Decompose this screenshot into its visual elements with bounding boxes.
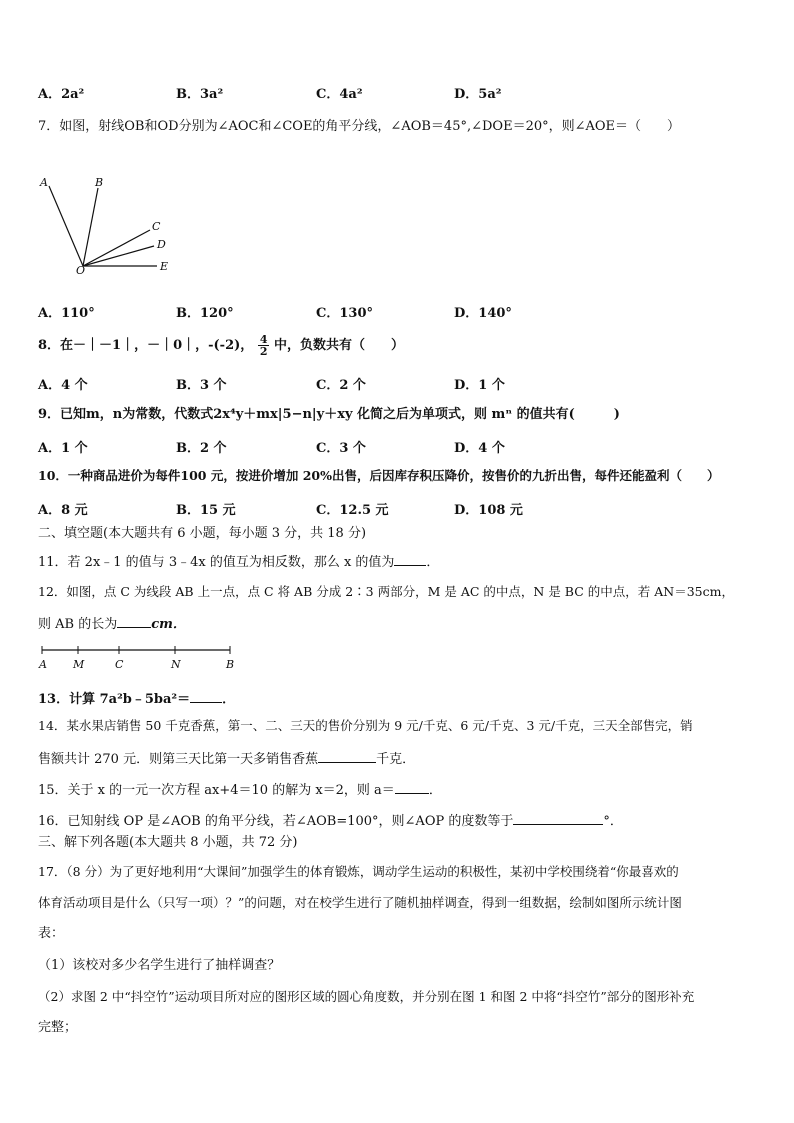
q17-stem-line1: 17．（8 分）为了更好地利用“大课间”加强学生的体育锻炼，调动学生运动的积极性，某初中学校围绕着“你最喜欢的 [38, 864, 679, 879]
q12-stem-line2 [38, 613, 186, 634]
label-d: D [157, 238, 166, 251]
q6-option-b: B．3a² [176, 87, 224, 102]
q11-stem [38, 551, 439, 572]
q7-angle-figure [36, 170, 186, 280]
q14-text: 售额共计 270 元．则第三天比第一天多销售香蕉 [38, 752, 319, 767]
q8-fraction [258, 334, 270, 357]
q6-option-a: A．2a² [38, 87, 85, 102]
q8-prefix: 8．在－｜－1｜，－｜0｜，-(-2)， [38, 338, 254, 353]
section-fill-in-heading: 二、填空题(本大题共有 6 小题，每小题 3 分，共 18 分) [38, 526, 367, 541]
q12-text: 则 AB 的长为 [38, 617, 118, 632]
q6-options [38, 83, 638, 101]
q9-option-b: B．2 个 [176, 441, 227, 456]
q14-stem-line1: 14．某水果店销售 50 千克香蕉，第一、二、三天的售价分别为 9 元/千克、6 元/千克、3 元/千克，三天全部售完，销 [38, 718, 693, 733]
q15-end: ． [428, 783, 442, 798]
q8-stem [38, 333, 404, 359]
q9-option-a: A．1 个 [38, 441, 88, 456]
q16-answer-blank[interactable] [513, 810, 603, 825]
q9-stem: 9．已知m，n为常数，代数式2x⁴y＋mx|5−n|y＋xy 化简之后为单项式，则 mⁿ 的值共有( ) [38, 407, 620, 422]
q13-stem [38, 688, 235, 709]
q13-text: 13．计算 7a²b﹣5ba²＝ [38, 692, 191, 707]
q7-option-a: A．110° [38, 306, 95, 321]
q14-end: 千克． [376, 752, 416, 767]
label-e: E [160, 260, 169, 273]
q8-option-b: B．3 个 [176, 378, 227, 393]
q6-option-d: D．5a² [454, 87, 502, 102]
ray-oc [83, 230, 150, 266]
q17-subquestion-2: （2）求图 2 中“抖空竹”运动项目所对应的图形区域的圆心角度数，并分别在图 1 和图 2 中将“抖空竹”部分的图形补充 [38, 989, 695, 1004]
q7-stem: 7．如图，射线OB和OD分别为∠AOC和∠COE的角平分线，∠AOB＝45°,∠DOE＝20°，则∠AOE＝（ ） [38, 119, 681, 134]
q11-answer-blank[interactable] [394, 551, 426, 566]
q12-unit: cm． [151, 617, 186, 632]
q13-answer-blank[interactable] [190, 688, 222, 703]
q12-answer-blank[interactable] [117, 613, 151, 628]
q6-option-c: C．4a² [316, 87, 363, 102]
label-c: C [115, 658, 124, 671]
q8-option-c: C．2 个 [316, 378, 366, 393]
q10-option-a: A．8 元 [38, 503, 88, 518]
q8-option-a: A．4 个 [38, 378, 88, 393]
q8-options [38, 374, 638, 392]
label-c: C [152, 220, 161, 233]
q8-frac-den: 2 [259, 345, 268, 358]
q12-segment-figure [36, 643, 246, 673]
label-m: M [73, 658, 85, 671]
q10-options [38, 499, 638, 517]
q17-subquestion-2-cont: 完整； [38, 1020, 78, 1035]
ray-ob [83, 188, 98, 266]
q17-stem-line3: 表： [38, 926, 65, 941]
q9-options [38, 437, 638, 455]
q14-answer-blank[interactable] [318, 748, 376, 763]
q17-stem-line2: 体育活动项目是什么（只写一项）？”的问题，对在校学生进行了随机抽样调查，得到一组数据，绘制如图所示统计图 [38, 895, 682, 910]
q10-stem: 10．一种商品进价为每件100 元，按进价增加 20%出售，后因库存积压降价，按售价的九折出售，每件还能盈利（ ） [38, 468, 720, 483]
q7-option-c: C．130° [316, 306, 373, 321]
label-n: N [171, 658, 181, 671]
q10-option-c: C．12.5 元 [316, 503, 389, 518]
q14-stem-line2 [38, 748, 415, 769]
q16-end: °． [603, 814, 623, 829]
q11-text: 11．若 2x﹣1 的值与 3﹣4x 的值互为相反数，那么 x 的值为 [38, 555, 395, 570]
q9-option-c: C．3 个 [316, 441, 366, 456]
ray-oa [49, 186, 83, 266]
q8-suffix: 中，负数共有（ ） [274, 338, 405, 353]
q8-option-d: D．1 个 [454, 378, 505, 393]
q8-frac-num: 4 [259, 333, 268, 346]
q9-option-d: D．4 个 [454, 441, 505, 456]
q11-end: ． [426, 555, 440, 570]
q16-text: 16．已知射线 OP 是∠AOB 的角平分线，若∠AOB=100°，则∠AOP 的度数等于 [38, 814, 514, 829]
q12-stem-line1: 12．如图，点 C 为线段 AB 上一点，点 C 将 AB 分成 2∶3 两部分，M 是 AC 的中点，N 是 BC 的中点，若 AN＝35cm， [38, 584, 734, 599]
label-b: B [226, 658, 235, 671]
q15-text: 15．关于 x 的一元一次方程 ax+4＝10 的解为 x＝2，则 a＝ [38, 783, 395, 798]
q16-stem [38, 810, 623, 831]
q15-stem [38, 779, 442, 800]
q7-option-d: D．140° [454, 306, 512, 321]
q17-subquestion-1: （1）该校对多少名学生进行了抽样调查？ [38, 958, 281, 973]
q10-option-b: B．15 元 [176, 503, 236, 518]
q7-option-b: B．120° [176, 306, 234, 321]
section-solve-heading: 三、解下列各题(本大题共 8 小题，共 72 分) [38, 835, 298, 850]
label-b: B [95, 176, 104, 189]
label-a: A [39, 658, 47, 671]
q10-option-d: D．108 元 [454, 503, 523, 518]
label-o: O [76, 264, 86, 277]
q7-options [38, 302, 638, 320]
ray-od [83, 246, 154, 266]
q15-answer-blank[interactable] [395, 779, 429, 794]
q13-end: ． [222, 692, 236, 707]
label-a: A [40, 176, 48, 189]
